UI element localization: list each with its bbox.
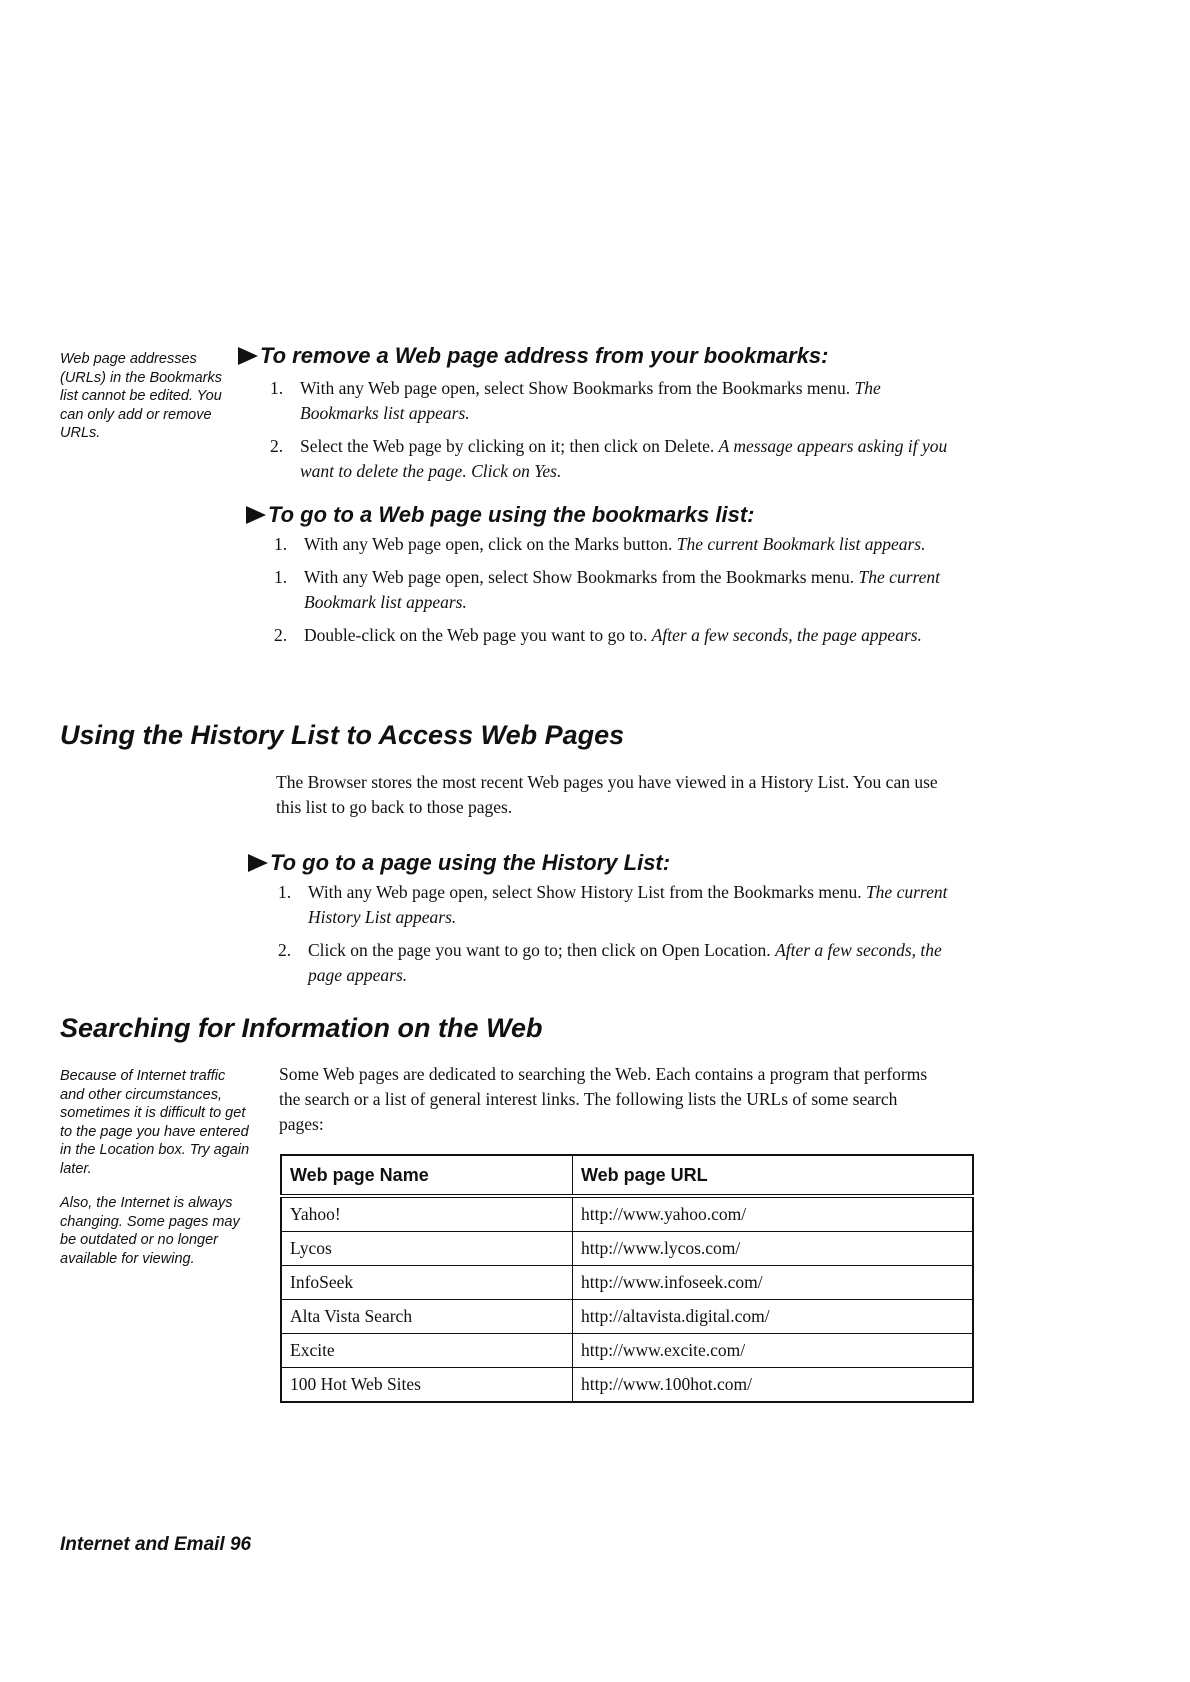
sidebar-note-text: Because of Internet traffic and other circumstances, sometimes it is difficult to get to the page you have entered in the Location box. Try again later. (60, 1068, 250, 1177)
procedure-heading-text: To go to a page using the History List: (270, 850, 671, 875)
step-result: The current Bookmark list appears. (304, 567, 941, 612)
sidebar-notes-search (60, 1067, 250, 1284)
cell-page-name: Alta Vista Search (281, 1300, 573, 1334)
step-number: 1. (274, 534, 288, 554)
step-text: With any Web page open, select Show Bookmarks from the Bookmarks menu. (304, 567, 855, 587)
footer-label: Internet and Email (60, 1534, 225, 1555)
step-result: The current History List appears. (308, 882, 948, 927)
step-item (270, 434, 950, 484)
procedure-heading-text: To go to a Web page using the bookmarks list: (268, 502, 755, 527)
arrow-bullet-icon (238, 347, 258, 365)
page-footer (60, 1534, 251, 1556)
cell-page-name: 100 Hot Web Sites (281, 1368, 573, 1403)
table-row (281, 1196, 973, 1232)
remove-bookmark-steps (270, 376, 950, 492)
step-text: Double-click on the Web page you want to go to. (304, 625, 648, 645)
search-pages-table (280, 1154, 974, 1403)
section-heading-search: Searching for Information on the Web (60, 1013, 543, 1043)
procedure-heading-goto-bookmark (246, 502, 755, 528)
step-text: With any Web page open, select Show Bookmarks from the Bookmarks menu. (300, 378, 851, 398)
search-intro: Some Web pages are dedicated to searching the Web. Each contains a program that performs the search or a list of general interest links. The following lists the URLs of some search pages: (279, 1064, 928, 1134)
step-item (278, 880, 968, 930)
step-text: With any Web page open, click on the Marks button. (304, 534, 673, 554)
table-row (281, 1334, 973, 1368)
goto-bookmark-steps (274, 532, 964, 656)
step-number: 2. (274, 625, 288, 645)
history-intro: The Browser stores the most recent Web pages you have viewed in a History List. You can use this list to go back to those pages. (276, 772, 938, 817)
procedure-heading-text: To remove a Web page address from your bookmarks: (260, 343, 829, 368)
cell-page-name: Lycos (281, 1232, 573, 1266)
step-item (278, 938, 968, 988)
cell-page-url: http://www.infoseek.com/ (573, 1266, 974, 1300)
table-header-row (281, 1155, 973, 1196)
table-row (281, 1300, 973, 1334)
step-item (274, 532, 964, 557)
procedure-heading-history (248, 850, 670, 876)
step-result: A message appears asking if you want to delete the page. Click on Yes. (300, 436, 948, 481)
sidebar-note-text: Also, the Internet is always changing. Some pages may be outdated or no longer available for viewing. (60, 1195, 240, 1267)
step-number: 2. (270, 436, 284, 456)
history-steps (278, 880, 968, 996)
step-result: The current Bookmark list appears. (676, 534, 926, 554)
step-item (270, 376, 950, 426)
sidebar-note-text: Web page addresses (URLs) in the Bookmarks list cannot be edited. You can only add or remove URLs. (60, 351, 222, 441)
step-number: 1. (270, 378, 284, 398)
arrow-bullet-icon (246, 506, 266, 524)
cell-page-name: InfoSeek (281, 1266, 573, 1300)
step-text: Select the Web page by clicking on it; then click on Delete. (300, 436, 715, 456)
step-item (274, 623, 964, 648)
step-result: After a few seconds, the page appears. (651, 625, 922, 645)
column-header-name: Web page Name (281, 1155, 573, 1196)
cell-page-url: http://www.yahoo.com/ (573, 1196, 974, 1232)
step-number: 1. (274, 567, 288, 587)
table-row (281, 1266, 973, 1300)
step-item (274, 565, 964, 615)
section-heading-history: Using the History List to Access Web Pages (60, 720, 625, 750)
cell-page-url: http://www.100hot.com/ (573, 1368, 974, 1403)
arrow-bullet-icon (248, 854, 268, 872)
table-row (281, 1368, 973, 1403)
procedure-heading-remove-bookmark (238, 343, 829, 369)
column-header-url: Web page URL (573, 1155, 974, 1196)
cell-page-name: Yahoo! (281, 1196, 573, 1232)
step-text: Click on the page you want to go to; then click on Open Location. (308, 940, 771, 960)
page-number: 96 (229, 1534, 252, 1555)
step-text: With any Web page open, select Show History List from the Bookmarks menu. (308, 882, 862, 902)
cell-page-url: http://altavista.digital.com/ (573, 1300, 974, 1334)
table-row (281, 1232, 973, 1266)
step-result: The Bookmarks list appears. (300, 378, 881, 423)
step-number: 2. (278, 940, 292, 960)
cell-page-url: http://www.excite.com/ (573, 1334, 974, 1368)
cell-page-name: Excite (281, 1334, 573, 1368)
step-result: After a few seconds, the page appears. (308, 940, 942, 985)
cell-page-url: http://www.lycos.com/ (573, 1232, 974, 1266)
step-number: 1. (278, 882, 292, 902)
sidebar-note-bookmarks (60, 350, 235, 459)
